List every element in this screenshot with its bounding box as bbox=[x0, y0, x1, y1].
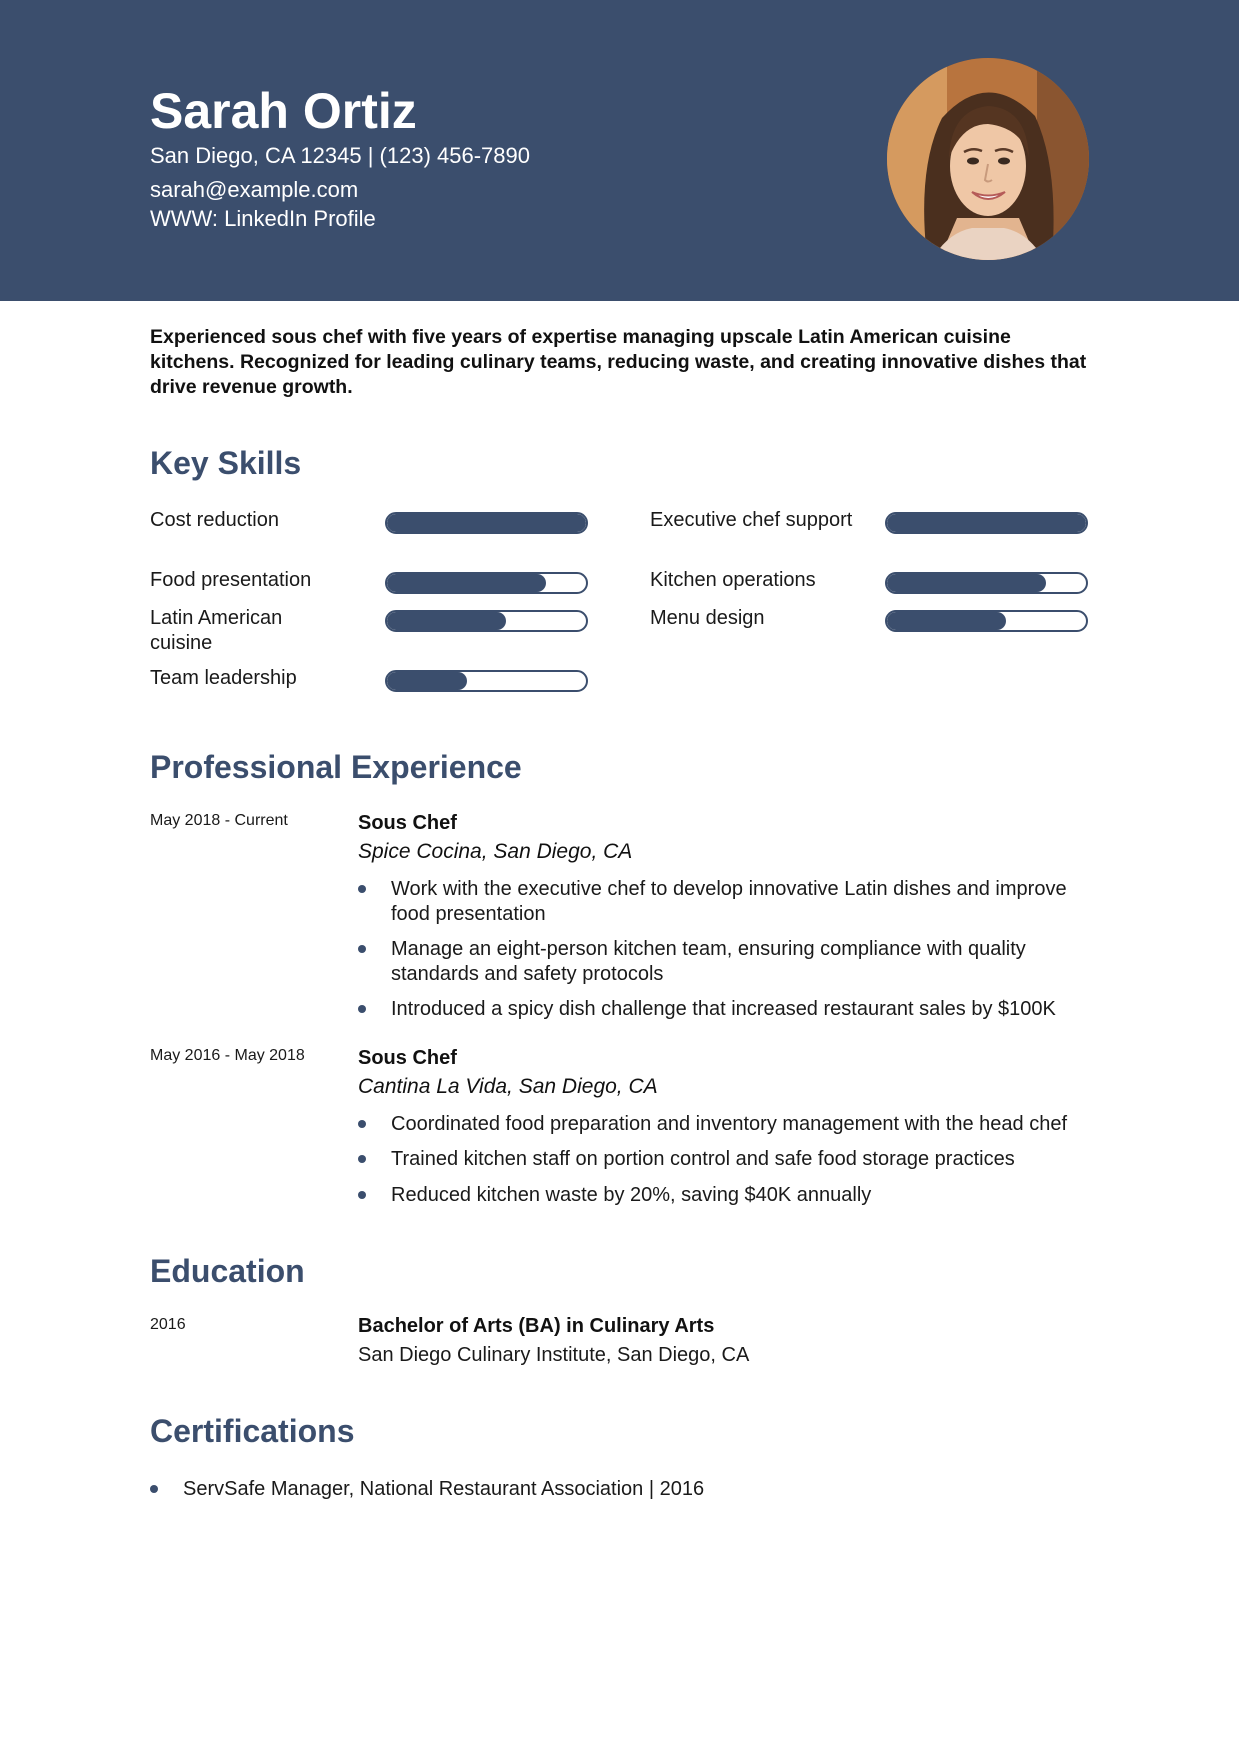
bullet-icon bbox=[358, 885, 366, 893]
skill-label: Cost reduction bbox=[150, 509, 279, 531]
profile-photo bbox=[887, 58, 1089, 260]
certification-text: ServSafe Manager, National Restaurant Association | 2016 bbox=[183, 1478, 705, 1500]
bullet-text: Coordinated food preparation and inventory management with the head chef bbox=[391, 1113, 1068, 1135]
skill-label: Food presentation bbox=[150, 569, 312, 591]
bullet-icon bbox=[358, 1191, 366, 1199]
skill-label: Latin American cuisine bbox=[150, 607, 283, 654]
address-phone: San Diego, CA 12345 | (123) 456-7890 bbox=[150, 143, 530, 168]
candidate-name: Sarah Ortiz bbox=[150, 83, 417, 139]
skill-meter-fill bbox=[887, 514, 1086, 532]
skill-meter bbox=[385, 670, 588, 692]
resume-header bbox=[0, 0, 1239, 301]
skill-label: Menu design bbox=[650, 607, 765, 629]
experience-heading: Professional Experience bbox=[150, 749, 522, 785]
skill-meter-fill bbox=[387, 514, 586, 532]
skill-meter bbox=[885, 512, 1088, 534]
education-year: 2016 bbox=[150, 1316, 186, 1333]
job-company: Cantina La Vida, San Diego, CA bbox=[358, 1075, 658, 1098]
education-school: San Diego Culinary Institute, San Diego, CA bbox=[358, 1344, 750, 1366]
skill-meter-fill bbox=[387, 612, 506, 630]
skill-meter-fill bbox=[887, 574, 1046, 592]
bullet-text: Trained kitchen staff on portion control and safe food storage practices bbox=[391, 1148, 1015, 1170]
bullet-icon bbox=[358, 1155, 366, 1163]
email-link[interactable]: sarah@example.com bbox=[150, 177, 359, 202]
job-dates: May 2016 - May 2018 bbox=[150, 1047, 305, 1064]
certifications-heading: Certifications bbox=[150, 1413, 355, 1449]
job-title: Sous Chef bbox=[358, 812, 457, 834]
bullet-text: Reduced kitchen waste by 20%, saving $40K annually bbox=[391, 1184, 872, 1206]
bullet-icon bbox=[358, 1005, 366, 1013]
bullet-icon bbox=[150, 1485, 158, 1493]
skill-meter bbox=[885, 610, 1088, 632]
bullet-text: Introduced a spicy dish challenge that increased restaurant sales by $100K bbox=[391, 998, 1056, 1020]
skill-meter bbox=[385, 512, 588, 534]
bullet-icon bbox=[358, 1120, 366, 1128]
skill-label: Kitchen operations bbox=[650, 569, 816, 591]
education-heading: Education bbox=[150, 1253, 305, 1289]
skill-meter-fill bbox=[887, 612, 1006, 630]
job-title: Sous Chef bbox=[358, 1047, 457, 1069]
skill-meter bbox=[385, 572, 588, 594]
skill-meter bbox=[385, 610, 588, 632]
education-degree: Bachelor of Arts (BA) in Culinary Arts bbox=[358, 1315, 715, 1337]
skill-meter-fill bbox=[387, 672, 467, 690]
bullet-text: Work with the executive chef to develop innovative Latin dishes and improve food presentation bbox=[391, 878, 1067, 925]
professional-summary: Experienced sous chef with five years of expertise managing upscale Latin American cuisine kitchens. Recognized for leading culinary teams, reducing waste, and creating innovative dishes that drive revenue growth. bbox=[150, 326, 1087, 398]
skill-meter bbox=[885, 572, 1088, 594]
bullet-icon bbox=[358, 945, 366, 953]
skill-label: Team leadership bbox=[150, 667, 297, 689]
skill-label: Executive chef support bbox=[650, 509, 853, 531]
job-dates: May 2018 - Current bbox=[150, 812, 288, 829]
linkedin-link[interactable]: WWW: LinkedIn Profile bbox=[150, 206, 376, 231]
skill-meter-fill bbox=[387, 574, 546, 592]
job-company: Spice Cocina, San Diego, CA bbox=[358, 840, 633, 863]
bullet-text: Manage an eight-person kitchen team, ensuring compliance with quality standards and safety protocols bbox=[391, 938, 1026, 985]
skills-heading: Key Skills bbox=[150, 445, 302, 481]
